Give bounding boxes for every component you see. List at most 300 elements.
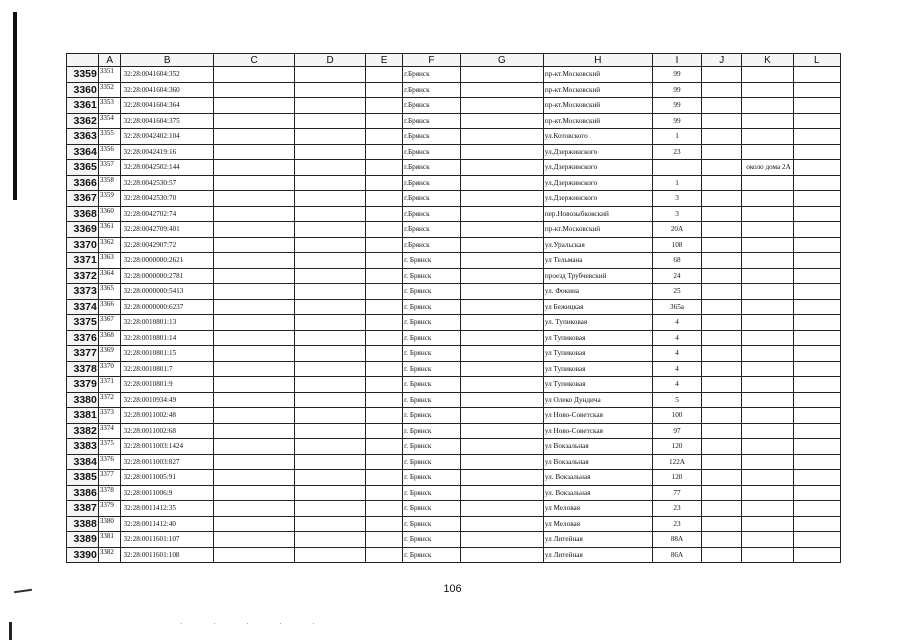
cell-h[interactable]: ул Ново-Советская: [543, 423, 652, 439]
cell-j[interactable]: [702, 439, 742, 455]
cell-l[interactable]: [793, 485, 840, 501]
row-number[interactable]: 3359: [67, 67, 99, 83]
cell-h[interactable]: пр-кт.Московский: [543, 67, 652, 83]
cell-c[interactable]: [213, 361, 294, 377]
row-number[interactable]: 3367: [67, 191, 99, 207]
cell-k[interactable]: [742, 206, 793, 222]
cell-k[interactable]: [742, 237, 793, 253]
cell-i[interactable]: 24: [652, 268, 701, 284]
cell-l[interactable]: [793, 408, 840, 424]
row-number[interactable]: 3387: [67, 501, 99, 517]
cell-g[interactable]: [460, 532, 543, 548]
cell-g[interactable]: [460, 237, 543, 253]
cell-h[interactable]: ул.Дзержинского: [543, 191, 652, 207]
cell-k[interactable]: [742, 547, 793, 563]
cell-h[interactable]: ул Тупиковая: [543, 346, 652, 362]
cell-d[interactable]: [295, 315, 366, 331]
cell-g[interactable]: [460, 547, 543, 563]
cell-d[interactable]: [295, 191, 366, 207]
cell-h[interactable]: пр-кт.Московский: [543, 113, 652, 129]
cell-b[interactable]: 32:28:0042502:144: [121, 160, 214, 176]
cell-k[interactable]: [742, 222, 793, 238]
cell-g[interactable]: [460, 454, 543, 470]
cell-d[interactable]: [295, 423, 366, 439]
cell-f[interactable]: г.Брянск: [403, 237, 461, 253]
cell-j[interactable]: [702, 485, 742, 501]
cell-i[interactable]: 20А: [652, 222, 701, 238]
cell-a[interactable]: 3362: [98, 237, 121, 253]
cell-j[interactable]: [702, 237, 742, 253]
cell-k[interactable]: [742, 516, 793, 532]
cell-d[interactable]: [295, 253, 366, 269]
cell-f[interactable]: г.Брянск: [403, 144, 461, 160]
cell-f[interactable]: г. Брянск: [403, 346, 461, 362]
cell-h[interactable]: ул Бежицкая: [543, 299, 652, 315]
cell-l[interactable]: [793, 175, 840, 191]
cell-f[interactable]: г. Брянск: [403, 516, 461, 532]
cell-h[interactable]: ул Меловая: [543, 516, 652, 532]
cell-d[interactable]: [295, 346, 366, 362]
cell-h[interactable]: ул Вокзальная: [543, 439, 652, 455]
cell-i[interactable]: 23: [652, 516, 701, 532]
cell-c[interactable]: [213, 330, 294, 346]
cell-f[interactable]: г.Брянск: [403, 129, 461, 145]
cell-b[interactable]: 32:28:0041604:375: [121, 113, 214, 129]
cell-e[interactable]: [366, 516, 403, 532]
cell-k[interactable]: [742, 454, 793, 470]
cell-i[interactable]: 4: [652, 346, 701, 362]
cell-d[interactable]: [295, 129, 366, 145]
cell-h[interactable]: ул Тельмана: [543, 253, 652, 269]
cell-k[interactable]: [742, 191, 793, 207]
cell-j[interactable]: [702, 423, 742, 439]
cell-l[interactable]: [793, 423, 840, 439]
cell-g[interactable]: [460, 206, 543, 222]
cell-c[interactable]: [213, 82, 294, 98]
cell-j[interactable]: [702, 191, 742, 207]
cell-k[interactable]: [742, 253, 793, 269]
cell-k[interactable]: [742, 470, 793, 486]
cell-h[interactable]: ул Литейная: [543, 532, 652, 548]
cell-c[interactable]: [213, 408, 294, 424]
cell-f[interactable]: г. Брянск: [403, 408, 461, 424]
column-header-b[interactable]: B: [121, 54, 214, 67]
row-number[interactable]: 3383: [67, 439, 99, 455]
row-number[interactable]: 3389: [67, 532, 99, 548]
cell-b[interactable]: 32:28:0011003:827: [121, 454, 214, 470]
cell-c[interactable]: [213, 532, 294, 548]
cell-h[interactable]: пр-кт.Московский: [543, 98, 652, 114]
cell-i[interactable]: 99: [652, 67, 701, 83]
cell-l[interactable]: [793, 113, 840, 129]
cell-e[interactable]: [366, 408, 403, 424]
cell-i[interactable]: 97: [652, 423, 701, 439]
cell-g[interactable]: [460, 191, 543, 207]
cell-l[interactable]: [793, 222, 840, 238]
cell-b[interactable]: 32:28:0042419:16: [121, 144, 214, 160]
cell-j[interactable]: [702, 206, 742, 222]
cell-k[interactable]: [742, 144, 793, 160]
cell-j[interactable]: [702, 516, 742, 532]
cell-f[interactable]: г. Брянск: [403, 501, 461, 517]
cell-l[interactable]: [793, 237, 840, 253]
cell-a[interactable]: 3355: [98, 129, 121, 145]
cell-d[interactable]: [295, 330, 366, 346]
cell-h[interactable]: ул Вокзальная: [543, 454, 652, 470]
cell-e[interactable]: [366, 392, 403, 408]
cell-i[interactable]: 77: [652, 485, 701, 501]
cell-l[interactable]: [793, 98, 840, 114]
cell-d[interactable]: [295, 175, 366, 191]
cell-l[interactable]: [793, 439, 840, 455]
cell-d[interactable]: [295, 501, 366, 517]
column-header-e[interactable]: E: [366, 54, 403, 67]
cell-b[interactable]: 32:28:0010801:7: [121, 361, 214, 377]
cell-k[interactable]: [742, 532, 793, 548]
cell-g[interactable]: [460, 113, 543, 129]
cell-j[interactable]: [702, 361, 742, 377]
cell-d[interactable]: [295, 439, 366, 455]
cell-l[interactable]: [793, 361, 840, 377]
cell-a[interactable]: 3359: [98, 191, 121, 207]
cell-a[interactable]: 3365: [98, 284, 121, 300]
cell-i[interactable]: 4: [652, 361, 701, 377]
cell-e[interactable]: [366, 222, 403, 238]
cell-j[interactable]: [702, 284, 742, 300]
cell-b[interactable]: 32:28:0011601:107: [121, 532, 214, 548]
row-number[interactable]: 3373: [67, 284, 99, 300]
cell-g[interactable]: [460, 439, 543, 455]
cell-j[interactable]: [702, 129, 742, 145]
cell-h[interactable]: ул.Дзержинского: [543, 144, 652, 160]
cell-c[interactable]: [213, 191, 294, 207]
cell-d[interactable]: [295, 160, 366, 176]
cell-b[interactable]: 32:28:0010801:13: [121, 315, 214, 331]
cell-e[interactable]: [366, 361, 403, 377]
cell-b[interactable]: 32:28:0000000:5413: [121, 284, 214, 300]
cell-k[interactable]: около дома 2А: [742, 160, 793, 176]
cell-a[interactable]: 3363: [98, 253, 121, 269]
cell-c[interactable]: [213, 547, 294, 563]
cell-f[interactable]: г. Брянск: [403, 330, 461, 346]
cell-l[interactable]: [793, 67, 840, 83]
cell-a[interactable]: 3379: [98, 501, 121, 517]
cell-k[interactable]: [742, 315, 793, 331]
cell-f[interactable]: г. Брянск: [403, 532, 461, 548]
cell-a[interactable]: 3378: [98, 485, 121, 501]
cell-a[interactable]: 3358: [98, 175, 121, 191]
cell-c[interactable]: [213, 315, 294, 331]
cell-l[interactable]: [793, 129, 840, 145]
cell-l[interactable]: [793, 346, 840, 362]
cell-d[interactable]: [295, 113, 366, 129]
cell-i[interactable]: 1: [652, 129, 701, 145]
cell-b[interactable]: 32:28:0010934:49: [121, 392, 214, 408]
cell-e[interactable]: [366, 129, 403, 145]
row-number[interactable]: 3374: [67, 299, 99, 315]
cell-a[interactable]: 3360: [98, 206, 121, 222]
cell-g[interactable]: [460, 377, 543, 393]
cell-b[interactable]: 32:28:0000000:2781: [121, 268, 214, 284]
cell-f[interactable]: г. Брянск: [403, 315, 461, 331]
cell-a[interactable]: 3371: [98, 377, 121, 393]
cell-d[interactable]: [295, 392, 366, 408]
cell-h[interactable]: ул. Вокзальная: [543, 485, 652, 501]
cell-l[interactable]: [793, 82, 840, 98]
cell-l[interactable]: [793, 191, 840, 207]
cell-d[interactable]: [295, 222, 366, 238]
cell-a[interactable]: 3382: [98, 547, 121, 563]
cell-c[interactable]: [213, 470, 294, 486]
cell-h[interactable]: ул.Котовского: [543, 129, 652, 145]
cell-i[interactable]: [652, 160, 701, 176]
cell-c[interactable]: [213, 129, 294, 145]
cell-b[interactable]: 32:28:0041604:352: [121, 67, 214, 83]
row-number[interactable]: 3361: [67, 98, 99, 114]
cell-b[interactable]: 32:28:0010801:14: [121, 330, 214, 346]
cell-a[interactable]: 3380: [98, 516, 121, 532]
cell-i[interactable]: 23: [652, 144, 701, 160]
cell-h[interactable]: ул.Уральская: [543, 237, 652, 253]
cell-i[interactable]: 23: [652, 501, 701, 517]
column-header-c[interactable]: C: [213, 54, 294, 67]
row-number[interactable]: 3377: [67, 346, 99, 362]
cell-b[interactable]: 32:28:0011412:35: [121, 501, 214, 517]
cell-j[interactable]: [702, 532, 742, 548]
cell-f[interactable]: г. Брянск: [403, 392, 461, 408]
cell-a[interactable]: 3364: [98, 268, 121, 284]
cell-b[interactable]: 32:28:0011412:40: [121, 516, 214, 532]
cell-g[interactable]: [460, 98, 543, 114]
cell-h[interactable]: ул Тупиковая: [543, 361, 652, 377]
row-number[interactable]: 3362: [67, 113, 99, 129]
cell-h[interactable]: пер.Новозыбковский: [543, 206, 652, 222]
cell-g[interactable]: [460, 423, 543, 439]
cell-e[interactable]: [366, 299, 403, 315]
cell-f[interactable]: г. Брянск: [403, 377, 461, 393]
column-header-k[interactable]: K: [742, 54, 793, 67]
cell-d[interactable]: [295, 470, 366, 486]
cell-i[interactable]: 5: [652, 392, 701, 408]
column-header-f[interactable]: F: [403, 54, 461, 67]
cell-c[interactable]: [213, 253, 294, 269]
cell-j[interactable]: [702, 408, 742, 424]
cell-j[interactable]: [702, 392, 742, 408]
cell-a[interactable]: 3375: [98, 439, 121, 455]
cell-f[interactable]: г. Брянск: [403, 439, 461, 455]
cell-c[interactable]: [213, 485, 294, 501]
cell-j[interactable]: [702, 346, 742, 362]
row-number[interactable]: 3384: [67, 454, 99, 470]
row-number[interactable]: 3364: [67, 144, 99, 160]
cell-a[interactable]: 3381: [98, 532, 121, 548]
cell-e[interactable]: [366, 377, 403, 393]
cell-b[interactable]: 32:28:0000000:6237: [121, 299, 214, 315]
cell-i[interactable]: 4: [652, 377, 701, 393]
cell-h[interactable]: ул.Дзержинского: [543, 160, 652, 176]
cell-a[interactable]: 3352: [98, 82, 121, 98]
cell-k[interactable]: [742, 423, 793, 439]
cell-i[interactable]: 99: [652, 82, 701, 98]
cell-e[interactable]: [366, 98, 403, 114]
cell-d[interactable]: [295, 454, 366, 470]
cell-j[interactable]: [702, 547, 742, 563]
cell-e[interactable]: [366, 470, 403, 486]
row-number[interactable]: 3390: [67, 547, 99, 563]
cell-j[interactable]: [702, 377, 742, 393]
cell-c[interactable]: [213, 237, 294, 253]
cell-g[interactable]: [460, 268, 543, 284]
cell-f[interactable]: г. Брянск: [403, 299, 461, 315]
cell-g[interactable]: [460, 408, 543, 424]
cell-d[interactable]: [295, 408, 366, 424]
cell-c[interactable]: [213, 144, 294, 160]
cell-a[interactable]: 3361: [98, 222, 121, 238]
cell-h[interactable]: ул.Дзержинского: [543, 175, 652, 191]
cell-e[interactable]: [366, 253, 403, 269]
cell-c[interactable]: [213, 439, 294, 455]
cell-e[interactable]: [366, 423, 403, 439]
cell-b[interactable]: 32:28:0011002:68: [121, 423, 214, 439]
cell-j[interactable]: [702, 454, 742, 470]
cell-k[interactable]: [742, 82, 793, 98]
cell-f[interactable]: г.Брянск: [403, 67, 461, 83]
row-number[interactable]: 3369: [67, 222, 99, 238]
cell-d[interactable]: [295, 98, 366, 114]
cell-f[interactable]: г. Брянск: [403, 268, 461, 284]
cell-d[interactable]: [295, 144, 366, 160]
cell-a[interactable]: 3353: [98, 98, 121, 114]
cell-k[interactable]: [742, 485, 793, 501]
row-number[interactable]: 3366: [67, 175, 99, 191]
cell-g[interactable]: [460, 144, 543, 160]
cell-f[interactable]: г.Брянск: [403, 222, 461, 238]
cell-f[interactable]: г. Брянск: [403, 284, 461, 300]
cell-f[interactable]: г. Брянск: [403, 361, 461, 377]
cell-b[interactable]: 32:28:0010801:9: [121, 377, 214, 393]
cell-j[interactable]: [702, 113, 742, 129]
cell-l[interactable]: [793, 253, 840, 269]
cell-h[interactable]: ул Тупиковая: [543, 377, 652, 393]
cell-k[interactable]: [742, 346, 793, 362]
cell-h[interactable]: ул Литейная: [543, 547, 652, 563]
cell-f[interactable]: г. Брянск: [403, 253, 461, 269]
cell-j[interactable]: [702, 315, 742, 331]
cell-b[interactable]: 32:28:0011005:91: [121, 470, 214, 486]
cell-d[interactable]: [295, 377, 366, 393]
column-header-a[interactable]: A: [98, 54, 121, 67]
cell-g[interactable]: [460, 222, 543, 238]
cell-f[interactable]: г.Брянск: [403, 191, 461, 207]
cell-l[interactable]: [793, 501, 840, 517]
cell-c[interactable]: [213, 206, 294, 222]
cell-d[interactable]: [295, 361, 366, 377]
cell-i[interactable]: 99: [652, 98, 701, 114]
cell-i[interactable]: 108: [652, 237, 701, 253]
cell-g[interactable]: [460, 470, 543, 486]
cell-c[interactable]: [213, 346, 294, 362]
cell-c[interactable]: [213, 175, 294, 191]
cell-c[interactable]: [213, 98, 294, 114]
row-number[interactable]: 3368: [67, 206, 99, 222]
cell-d[interactable]: [295, 516, 366, 532]
cell-d[interactable]: [295, 485, 366, 501]
cell-f[interactable]: г.Брянск: [403, 160, 461, 176]
cell-b[interactable]: 32:28:0042530:57: [121, 175, 214, 191]
cell-l[interactable]: [793, 532, 840, 548]
cell-c[interactable]: [213, 423, 294, 439]
cell-e[interactable]: [366, 144, 403, 160]
cell-e[interactable]: [366, 237, 403, 253]
cell-b[interactable]: 32:28:0041604:360: [121, 82, 214, 98]
cell-h[interactable]: ул. Тупиковая: [543, 315, 652, 331]
cell-g[interactable]: [460, 485, 543, 501]
cell-a[interactable]: 3351: [98, 67, 121, 83]
cell-h[interactable]: пр-кт.Московский: [543, 222, 652, 238]
cell-b[interactable]: 32:28:0042709:401: [121, 222, 214, 238]
cell-a[interactable]: 3357: [98, 160, 121, 176]
row-number[interactable]: 3363: [67, 129, 99, 145]
cell-e[interactable]: [366, 547, 403, 563]
cell-e[interactable]: [366, 501, 403, 517]
cell-i[interactable]: 3: [652, 206, 701, 222]
cell-d[interactable]: [295, 532, 366, 548]
cell-i[interactable]: 122А: [652, 454, 701, 470]
cell-i[interactable]: 365а: [652, 299, 701, 315]
cell-j[interactable]: [702, 501, 742, 517]
cell-g[interactable]: [460, 299, 543, 315]
cell-k[interactable]: [742, 98, 793, 114]
cell-a[interactable]: 3372: [98, 392, 121, 408]
cell-i[interactable]: 100: [652, 408, 701, 424]
row-number[interactable]: 3372: [67, 268, 99, 284]
cell-i[interactable]: 4: [652, 330, 701, 346]
cell-e[interactable]: [366, 439, 403, 455]
cell-h[interactable]: ул. Фокина: [543, 284, 652, 300]
cell-d[interactable]: [295, 82, 366, 98]
cell-l[interactable]: [793, 547, 840, 563]
cell-a[interactable]: 3354: [98, 113, 121, 129]
cell-l[interactable]: [793, 284, 840, 300]
cell-i[interactable]: 120: [652, 439, 701, 455]
cell-k[interactable]: [742, 361, 793, 377]
cell-e[interactable]: [366, 284, 403, 300]
cell-k[interactable]: [742, 408, 793, 424]
cell-d[interactable]: [295, 299, 366, 315]
cell-g[interactable]: [460, 330, 543, 346]
row-number[interactable]: 3365: [67, 160, 99, 176]
cell-b[interactable]: 32:28:0011002:48: [121, 408, 214, 424]
column-header-d[interactable]: D: [295, 54, 366, 67]
cell-e[interactable]: [366, 82, 403, 98]
cell-h[interactable]: ул. Вокзальная: [543, 470, 652, 486]
cell-k[interactable]: [742, 299, 793, 315]
cell-e[interactable]: [366, 315, 403, 331]
cell-c[interactable]: [213, 67, 294, 83]
cell-a[interactable]: 3373: [98, 408, 121, 424]
cell-a[interactable]: 3374: [98, 423, 121, 439]
cell-b[interactable]: 32:28:0011003:1424: [121, 439, 214, 455]
cell-h[interactable]: ул Меловая: [543, 501, 652, 517]
cell-l[interactable]: [793, 160, 840, 176]
cell-f[interactable]: г. Брянск: [403, 470, 461, 486]
cell-b[interactable]: 32:28:0000000:2621: [121, 253, 214, 269]
cell-a[interactable]: 3368: [98, 330, 121, 346]
cell-d[interactable]: [295, 237, 366, 253]
cell-d[interactable]: [295, 206, 366, 222]
row-number[interactable]: 3381: [67, 408, 99, 424]
cell-g[interactable]: [460, 82, 543, 98]
